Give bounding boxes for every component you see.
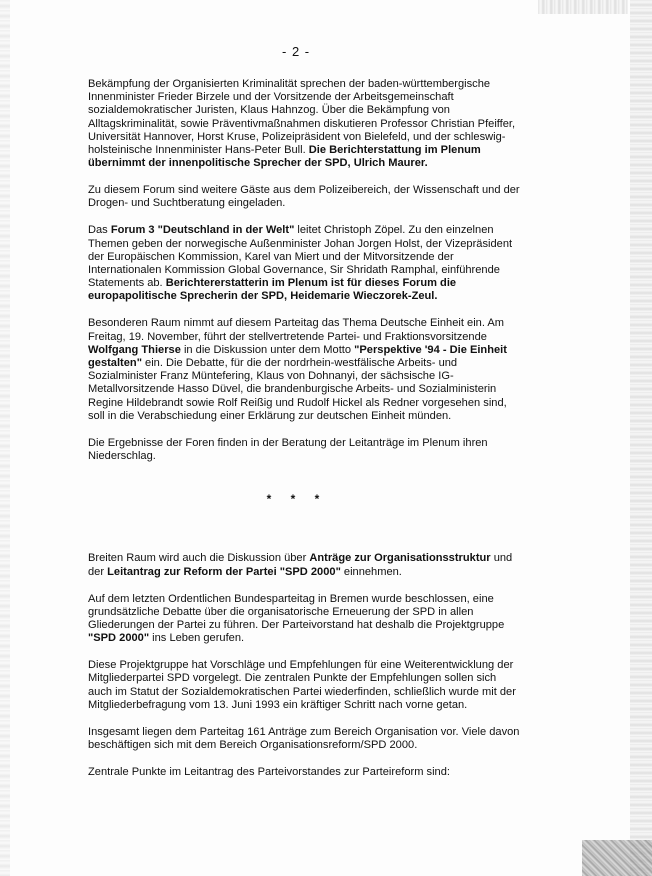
text: ein. Die Debatte, für die der nordrhein-westfälische Arbeits- und Sozialminister Franz Müntefering, Klaus von Dohnanyi, der sächsische IG-Metallvorsitzende Hasso Düvel, die brandenburgische Arbeits- und Sozialministerin Regine Hildebrandt sowie Rolf Reißig und Rudolf Hickel als Redner vorgesehen sind, soll in die Verabschiedung einer Erklärung zur deutschen Einheit münden. xyxy=(88,357,507,422)
bold-text: "Perspektive '94 - Die Einheit gestalten" xyxy=(88,343,507,370)
paragraph-p2 xyxy=(88,184,520,210)
text: Auf dem letzten Ordentlichen Bundesparteitag in Bremen wurde beschlossen, eine grundsätzliche Debatte über die organisatorische Erneuerung der SPD in allen Gliederungen der Partei zu führen. Der Parteivorstand hat deshalb die Projektgruppe xyxy=(88,592,505,632)
paragraph-p5 xyxy=(88,437,520,463)
bold-text: Leitantrag zur Reform der Partei "SPD 2000" xyxy=(107,565,341,578)
text: Zentrale Punkte im Leitantrag des Parteivorstandes zur Parteireform sind: xyxy=(88,766,450,779)
bold-text: "SPD 2000" xyxy=(88,632,150,645)
section-divider: * * * xyxy=(266,492,328,507)
bold-text: Wolfgang Thierse xyxy=(88,343,181,356)
paragraph-p7 xyxy=(88,593,520,646)
paragraphs-after-divider xyxy=(88,552,520,779)
text: ins Leben gerufen. xyxy=(149,632,245,645)
scan-edge-left xyxy=(0,0,10,876)
paragraph-p3 xyxy=(88,224,520,303)
bold-text: Berichtererstatterin im Plenum ist für dieses Forum die europapolitische Sprecherin der SPD, Heidemarie Wieczorek-Zeul. xyxy=(88,277,457,303)
paragraph-p9 xyxy=(88,726,520,752)
bold-text: Anträge zur Organisationsstruktur xyxy=(309,552,491,565)
paragraph-p4 xyxy=(88,317,520,423)
paragraph-p1 xyxy=(88,78,520,170)
page-number: - 2 - xyxy=(282,44,311,59)
scan-artifact-top xyxy=(538,0,628,14)
paragraph-p10 xyxy=(88,766,520,779)
paragraphs-before-divider xyxy=(88,78,520,463)
text: Das xyxy=(88,224,111,237)
text: Bekämpfung der Organisierten Kriminalität sprechen der baden-württembergische Innenminister Frieder Birzele und der Vorsitzende der Arbeitsgemeinschaft sozialdemokratischer Juristen, Klaus Hahnzog. Über die Bekämpfung von Alltagskriminalität, sowie Präventivmaßnahmen diskutieren Professor Christian Pfeiffer, Universität Hannover, Horst Kruse, Polizeipräsident von Bielefeld, und der schleswig-holsteinische Innenminister Hans-Peter Bull. xyxy=(88,78,516,157)
bold-text: Forum 3 "Deutschland in der Welt" xyxy=(110,224,295,237)
text: Insgesamt liegen dem Parteitag 161 Anträge zum Bereich Organisation vor. Viele davon beschäftigen sich mit dem Bereich Organisationsreform/SPD 2000. xyxy=(88,725,520,752)
document-body xyxy=(88,78,520,793)
text: in die Diskussion unter dem Motto xyxy=(180,343,355,356)
text: Besonderen Raum nimmt auf diesem Parteitag das Thema Deutsche Einheit ein. Am Freitag, 19. November, führt der stellvertretende Partei- und Fraktionsvorsitzende xyxy=(88,317,505,343)
text: Zu diesem Forum sind weitere Gäste aus dem Polizeibereich, der Wissenschaft und der Drogen- und Suchtberatung eingeladen. xyxy=(88,184,520,210)
paragraph-p6 xyxy=(88,552,520,578)
text: Diese Projektgruppe hat Vorschläge und Empfehlungen für eine Weiterentwicklung der Mitgliederpartei SPD vorgelegt. Die zentralen Punkte der Empfehlungen sollen sich auch im Statut der Sozialdemokratischen Partei wiederfinden, schließlich wurde mit der Mitgliederbefragung vom 13. Juni 1993 ein kräftiger Schritt nach vorne getan. xyxy=(88,659,516,711)
text: und der xyxy=(88,552,513,578)
text: Die Ergebnisse der Foren finden in der Beratung der Leitanträge im Plenum ihren Niederschlag. xyxy=(88,436,488,463)
paragraph-p8 xyxy=(88,659,520,712)
scan-edge-right xyxy=(630,0,652,876)
scan-artifact-corner xyxy=(582,840,652,876)
text: leitet Christoph Zöpel. Zu den einzelnen Themen geben der norwegische Außenminister Johan Jorgen Holst, der Vizepräsident der Europäischen Kommission, Karel van Miert und der Mitvorsitzende der Internationalen Kommission Global Governance, Sir Shridath Ramphal, einführende Statements ab. xyxy=(88,224,513,290)
text: Breiten Raum wird auch die Diskussion über xyxy=(88,552,310,565)
bold-text: Die Berichterstattung im Plenum übernimmt der innenpolitische Sprecher der SPD, Ulrich Maurer. xyxy=(88,144,481,170)
text: einnehmen. xyxy=(340,565,402,578)
